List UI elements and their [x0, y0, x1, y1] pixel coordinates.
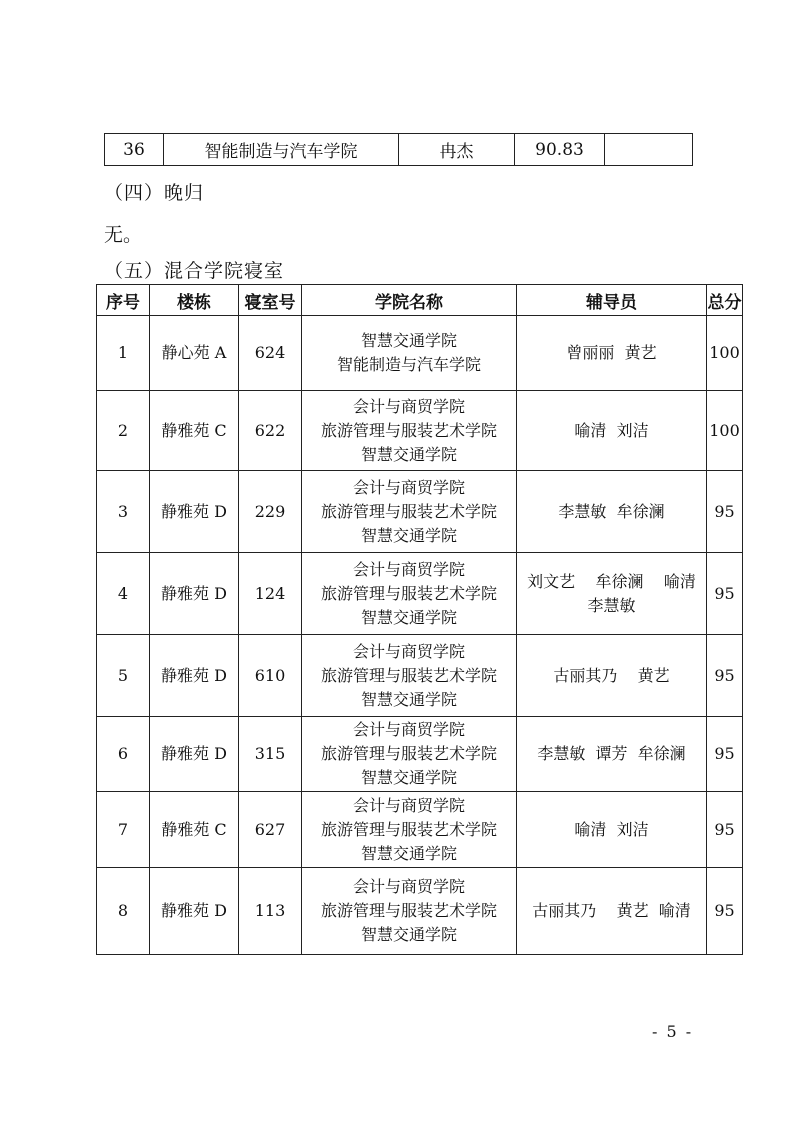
cell-colleges: [302, 635, 517, 717]
college-name: 会计与商贸学院: [352, 720, 465, 739]
counselor-names: 刘文艺 牟徐澜 喻清: [527, 571, 696, 591]
table-row: [97, 471, 743, 553]
cell-no: 5: [97, 635, 150, 717]
cell-counselors: [517, 471, 707, 553]
college-name: 旅游管理与服装艺术学院: [320, 744, 497, 763]
table-row: [97, 553, 743, 635]
cell-colleges: [302, 471, 517, 553]
table-row: [97, 391, 743, 471]
cell-building: 静雅苑 D: [150, 553, 239, 635]
cell-room: 610: [239, 635, 302, 717]
cell-counselors: [517, 553, 707, 635]
college-name: 会计与商贸学院: [352, 396, 465, 416]
college-name: 智慧交通学院: [360, 444, 457, 464]
cell-counselors: [517, 868, 707, 955]
cell-counselors: [517, 391, 707, 471]
cell-counselors: [517, 717, 707, 792]
cell-room: 624: [239, 316, 302, 391]
college-name: 旅游管理与服装艺术学院: [320, 665, 497, 685]
previous-table-tail: [104, 133, 693, 166]
cell-colleges: [302, 553, 517, 635]
cell-score: 95: [707, 717, 743, 792]
cell-no: 3: [97, 471, 150, 553]
counselor-names: 李慧敏 谭芳 牟徐澜: [537, 744, 686, 763]
cell-no: 6: [97, 717, 150, 792]
cell-no: 1: [97, 316, 150, 391]
counselor-names: 李慧敏: [587, 595, 636, 615]
cell-remark: [605, 134, 693, 166]
college-name: 会计与商贸学院: [352, 559, 465, 579]
cell-building: 静心苑 A: [150, 316, 239, 391]
cell-colleges: [302, 717, 517, 792]
cell-building: 静雅苑 D: [150, 717, 239, 792]
table-row: [97, 792, 743, 868]
college-name: 智慧交通学院: [360, 843, 457, 863]
cell-no: 4: [97, 553, 150, 635]
counselor-names: 古丽其乃 黄艺: [553, 665, 670, 685]
header-room: 寝室号: [239, 285, 302, 316]
college-name: 智慧交通学院: [360, 768, 457, 787]
page-number: - 5 -: [652, 1022, 694, 1041]
cell-college: 智能制造与汽车学院: [164, 134, 399, 166]
cell-room: 315: [239, 717, 302, 792]
college-name: 智慧交通学院: [360, 689, 457, 709]
cell-room: 627: [239, 792, 302, 868]
section-heading-late-return: （四）晚归: [104, 182, 205, 204]
table-header-row: [97, 285, 743, 316]
cell-score: 100: [707, 391, 743, 471]
college-name: 智慧交通学院: [360, 925, 457, 944]
counselor-names: 曾丽丽 黄艺: [566, 343, 657, 362]
cell-score: 95: [707, 868, 743, 955]
college-name: 旅游管理与服装艺术学院: [320, 583, 497, 603]
cell-score: 100: [707, 316, 743, 391]
header-counselor: 辅导员: [517, 285, 707, 316]
cell-colleges: [302, 391, 517, 471]
counselor-names: 李慧敏 牟徐澜: [558, 501, 665, 521]
college-name: 旅游管理与服装艺术学院: [320, 819, 497, 839]
cell-building: 静雅苑 D: [150, 635, 239, 717]
mixed-dorm-table-body: [97, 316, 743, 955]
cell-colleges: [302, 868, 517, 955]
header-no: 序号: [97, 285, 150, 316]
college-name: 旅游管理与服装艺术学院: [320, 420, 497, 440]
section-heading-mixed-dorms: （五）混合学院寝室: [104, 260, 285, 282]
header-score: 总分: [707, 285, 743, 316]
cell-colleges: [302, 316, 517, 391]
cell-colleges: [302, 792, 517, 868]
cell-score: 95: [707, 635, 743, 717]
cell-no: 8: [97, 868, 150, 955]
cell-room: 622: [239, 391, 302, 471]
cell-room: 124: [239, 553, 302, 635]
cell-counselors: [517, 792, 707, 868]
cell-building: 静雅苑 D: [150, 868, 239, 955]
cell-score: 95: [707, 471, 743, 553]
cell-counselors: [517, 316, 707, 391]
college-name: 智能制造与汽车学院: [336, 355, 481, 374]
table-row: [105, 134, 693, 166]
cell-room: 229: [239, 471, 302, 553]
header-building: 楼栋: [150, 285, 239, 316]
cell-name: 冉杰: [399, 134, 515, 166]
cell-score: 90.83: [515, 134, 605, 166]
college-name: 智慧交通学院: [360, 607, 457, 627]
table-row: [97, 316, 743, 391]
cell-score: 95: [707, 792, 743, 868]
counselor-names: 喻清 刘洁: [574, 420, 649, 440]
college-name: 会计与商贸学院: [352, 795, 465, 815]
cell-no: 2: [97, 391, 150, 471]
cell-no: 36: [105, 134, 164, 166]
college-name: 会计与商贸学院: [352, 641, 465, 661]
cell-building: 静雅苑 C: [150, 792, 239, 868]
cell-counselors: [517, 635, 707, 717]
counselor-names: 喻清 刘洁: [574, 819, 649, 839]
cell-building: 静雅苑 D: [150, 471, 239, 553]
table-row: [97, 635, 743, 717]
cell-room: 113: [239, 868, 302, 955]
college-name: 旅游管理与服装艺术学院: [320, 901, 497, 920]
mixed-dorm-table: [96, 284, 743, 955]
college-name: 智慧交通学院: [360, 331, 457, 350]
header-college: 学院名称: [302, 285, 517, 316]
cell-building: 静雅苑 C: [150, 391, 239, 471]
college-name: 会计与商贸学院: [352, 877, 465, 896]
table-row: [97, 868, 743, 955]
counselor-names: 古丽其乃 黄艺 喻清: [532, 901, 691, 920]
college-name: 会计与商贸学院: [352, 477, 465, 497]
college-name: 智慧交通学院: [360, 525, 457, 545]
cell-no: 7: [97, 792, 150, 868]
college-name: 旅游管理与服装艺术学院: [320, 501, 497, 521]
table-row: [97, 717, 743, 792]
section-content-none: 无。: [104, 224, 143, 246]
cell-score: 95: [707, 553, 743, 635]
